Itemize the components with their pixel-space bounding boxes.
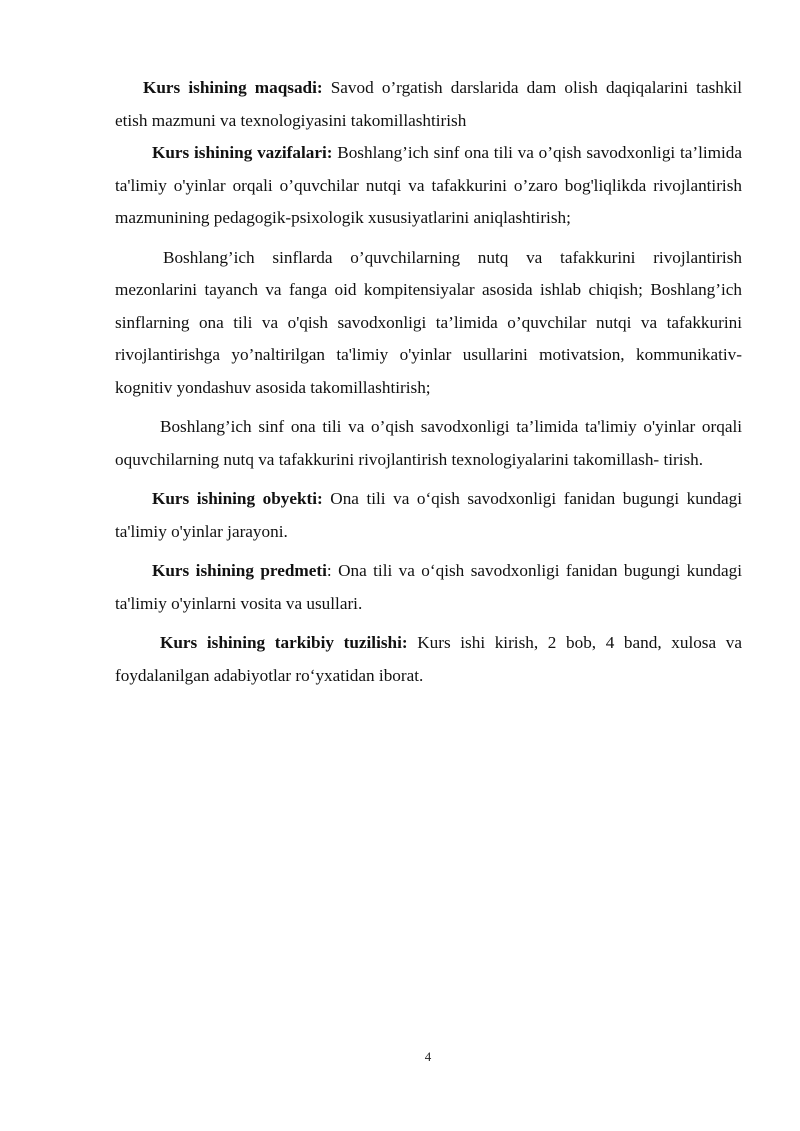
paragraph-text: Boshlang’ich sinf ona tili va o’qish savodxonligi ta’limida ta'limiy o'yinlar orqali o’quvchilar nutqi va tafakkurini o’zaro bog'liqlikda rivojlantirish mazmunining pedagogik-psixologik xususiyatlarini aniqlashtirish; bbox=[115, 143, 743, 227]
paragraph-tasks bbox=[115, 137, 742, 235]
paragraph-label: Kurs ishining tarkibiy tuzilishi: bbox=[160, 633, 408, 652]
paragraph-text: : Ona tili va o‘qish savodxonligi fanidan bugungi kundagi ta'limiy o'yinlarni vosita va usullari. bbox=[115, 561, 743, 613]
paragraph-label: Kurs ishining maqsadi: bbox=[143, 78, 323, 97]
paragraph-text: Savod o’rgatish darslarida dam olish daqiqalarini tashkil etish mazmuni va texnologiyasini takomillashtirish bbox=[115, 78, 742, 130]
paragraph-task-criteria bbox=[115, 242, 742, 405]
paragraph-label: Kurs ishining obyekti: bbox=[152, 489, 323, 508]
paragraph-structure bbox=[115, 627, 742, 692]
paragraph-text: Ona tili va o‘qish savodxonligi fanidan bugungi kundagi ta'limiy o'yinlar jarayoni. bbox=[115, 489, 743, 541]
paragraph-text: Boshlang’ich sinf ona tili va o’qish savodxonligi ta’limida ta'limiy o'yinlar orqali oquvchilarning nutq va tafakkurini rivojlantirish texnologiyalarini takomillash- tirish. bbox=[115, 417, 742, 469]
paragraph-goal bbox=[115, 72, 742, 137]
page-number: 4 bbox=[424, 1049, 432, 1064]
paragraph-object bbox=[115, 483, 742, 548]
paragraph-text: Boshlang’ich sinflarda o’quvchilarning nutq va tafakkurini rivojlantirish mezonlarini tayanch va fanga oid kompitensiyalar asosida ishlab chiqish; Boshlang’ich sinflarning ona tili va o'qish savodxonligi ta’limida o’quvchilar nutqi va tafakkurini rivojlantirishga yo’naltirilgan ta'limiy o'yinlar usullarini motivatsion, kommunikativ-kognitiv yondashuv asosida takomillashtirish; bbox=[115, 247, 742, 397]
paragraph-subject bbox=[115, 555, 742, 620]
document-page bbox=[115, 72, 742, 699]
paragraph-task-technology bbox=[115, 411, 742, 476]
paragraph-label: Kurs ishining vazifalari: bbox=[152, 143, 333, 162]
paragraph-text: Kurs ishi kirish, 2 bob, 4 band, xulosa va foydalanilgan adabiyotlar ro‘yxatidan iborat. bbox=[115, 633, 742, 685]
paragraph-label: Kurs ishining predmeti bbox=[152, 561, 327, 580]
